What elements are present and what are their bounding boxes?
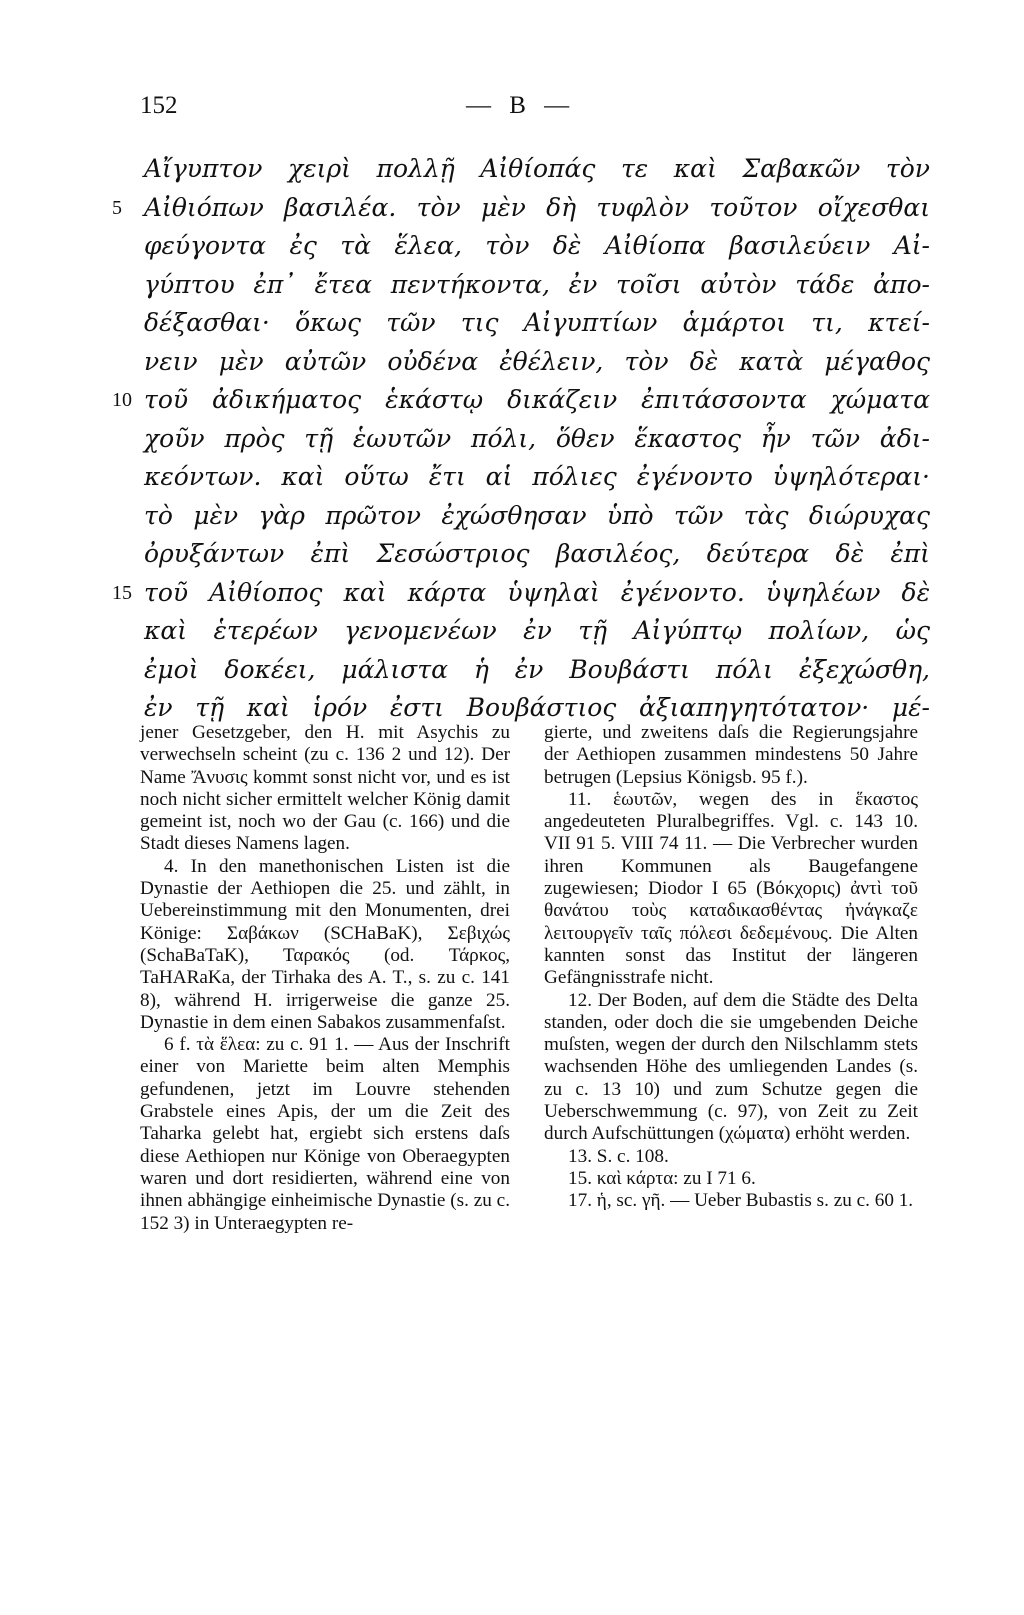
line-number: 10 — [112, 389, 132, 411]
commentary-paragraph: 11. ἑωυτῶν, wegen des in ἕκαστος angedeuteten Pluralbegriffes. Vgl. c. 143 10. VII 91 5. VIII 74 11. — Die Verbrecher wurden ihren Kommunen als Baugefangene zugewiesen; Diodor I 65 (Βόκχορις) ἀντὶ τοῦ θανάτου τοὺς καταδικασθέντας ἠνάγκαζε λειτουργεῖν ταῖς πόλεσι δεδεμένους. Die Alten kannten sonst das Institut der längeren Gefängnisstrafe nicht. — [544, 788, 918, 989]
greek-line — [100, 381, 930, 420]
page-number: 152 — [140, 92, 178, 119]
greek-line-text: φεύγοντα ἐς τὰ ἕλεα, τὸν δὲ Αἰθίοπα βασιλεύειν Αἰ- — [144, 231, 930, 260]
greek-line — [100, 574, 930, 613]
greek-line — [100, 266, 930, 305]
greek-line-text: τοῦ ἀδικήματος ἑκάστῳ δικάζειν ἐπιτάσσοντα χώματα — [144, 385, 930, 414]
commentary-right-column — [544, 722, 918, 1213]
greek-line-text: καὶ ἑτερέων γενομενέων ἐν τῇ Αἰγύπτῳ πολίων, ὡς — [144, 616, 930, 645]
commentary-paragraph: 12. Der Boden, auf dem die Städte des Delta standen, oder doch die sie umgebenden Deiche muſsten, wegen der durch den Nilschlamm stets wachsenden Höhe des umliegenden Landes (s. zu c. 13 10) und zum Schutze gegen die Ueberschwemmung (c. 97), von Zeit zu Zeit durch Aufschüttungen (χώματα) erhöht werden. — [544, 989, 918, 1145]
greek-line-text: Αἴγυπτον χειρὶ πολλῇ Αἰθίοπάς τε καὶ Σαβακῶν τὸν — [144, 154, 930, 183]
greek-line-text: Αἰθιόπων βασιλέα. τὸν μὲν δὴ τυφλὸν τοῦτον οἴχεσθαι — [144, 192, 930, 222]
commentary-paragraph: 15. καὶ κάρτα: zu I 71 6. — [568, 1167, 756, 1189]
commentary-left-column — [140, 722, 510, 1235]
greek-line — [100, 227, 930, 266]
line-number: 15 — [112, 581, 132, 604]
greek-line — [100, 458, 930, 497]
greek-line — [100, 497, 930, 536]
commentary-paragraph: 17. ἡ, sc. γῆ. — Ueber Bubastis s. zu c. 60 1. — [568, 1190, 914, 1212]
line-number: 5 — [112, 196, 122, 219]
greek-line-text: ἐμοὶ δοκέει, μάλιστα ἡ ἐν Βουβάστι πόλι ἐξεχώσθη, — [144, 654, 930, 684]
greek-line — [100, 304, 930, 343]
greek-line — [100, 612, 930, 651]
commentary-paragraph: 4. In den manethonischen Listen ist die Dynastie der Aethiopen die 25. und zählt, in Uebereinstimmung mit den Monumenten, drei Könige: Σαβάκων (SCHaBaK), Σεβιχώς (SchaBaTaK), Ταρακός (od. Τάρκος, TaHARaKa, der Tirhaka des A. T., s. zu c. 141 8), während H. irrigerweise die ganze 25. Dynastie in dem einen Sabakos zusammenfaſst. — [140, 855, 510, 1033]
commentary-paragraph: gierte, und zweitens daſs die Regierungsjahre der Aethiopen zusammen mindestens 50 Jahre betrugen (Lepsius Königsb. 95 f.). — [544, 722, 918, 788]
greek-line-text: τοῦ Αἰθίοπος καὶ κάρτα ὑψηλαὶ ἐγένοντο. ὑψηλέων δὲ — [144, 577, 930, 607]
greek-line-text: κεόντων. καὶ οὕτω ἔτι αἱ πόλιες ἐγένοντο ὑψηλότεραι· — [144, 462, 930, 491]
greek-line — [100, 651, 930, 690]
greek-line — [100, 150, 930, 189]
greek-line-text: τὸ μὲν γὰρ πρῶτον ἐχώσθησαν ὑπὸ τῶν τὰς διώρυχας — [144, 500, 930, 530]
greek-line — [100, 535, 930, 574]
greek-main-text — [100, 150, 930, 728]
commentary-paragraph: 6 f. τὰ ἕλεα: zu c. 91 1. — Aus der Inschrift einer von Mariette beim alten Memphis gefundenen, jetzt im Louvre stehenden Grabstele eines Apis, der um die Zeit des Taharka gelebt hat, ergiebt sich erstens daſs diese Aethiopen nur Könige von Oberaegypten waren und dort residierten, während eine von ihnen abhängige einheimische Dynastie (s. zu c. 152 3) in Unteraegypten re- — [140, 1034, 510, 1234]
greek-line-text: ἐν τῇ καὶ ἱρόν ἐστι Βουβάστιος ἀξιαπηγητότατον· μέ- — [144, 693, 930, 722]
commentary-paragraph: jener Gesetzgeber, den H. mit Asychis zu verwechseln scheint (zu c. 136 2 und 12). Der Name Ἄνυσις kommt sonst nicht vor, und es ist noch nicht sicher ermittelt welcher König damit gemeint ist, noch wo der Gau (c. 166) und die Stadt dieses Namens lagen. — [140, 722, 510, 855]
signature-mark: — B — — [466, 92, 576, 119]
greek-line — [100, 343, 930, 382]
greek-line — [100, 420, 930, 459]
greek-line-text: χοῦν πρὸς τῇ ἑωυτῶν πόλι, ὅθεν ἕκαστος ἦν τῶν ἀδι- — [144, 423, 930, 453]
greek-line-text: δέξασθαι· ὅκως τῶν τις Αἰγυπτίων ἁμάρτοι τι, κτεί- — [144, 308, 930, 337]
greek-line-text: νειν μὲν αὐτῶν οὐδένα ἐθέλειν, τὸν δὲ κατὰ μέγαθος — [144, 346, 930, 376]
greek-line-text: ὀρυξάντων ἐπὶ Σεσώστριος βασιλέος, δεύτερα δὲ ἐπὶ — [144, 539, 930, 568]
greek-line-text: γύπτου ἐπ᾽ ἔτεα πεντήκοντα, ἐν τοῖσι αὐτὸν τάδε ἀπο- — [144, 269, 930, 299]
greek-line — [100, 189, 930, 228]
commentary-paragraph: 13. S. c. 108. — [568, 1145, 669, 1167]
